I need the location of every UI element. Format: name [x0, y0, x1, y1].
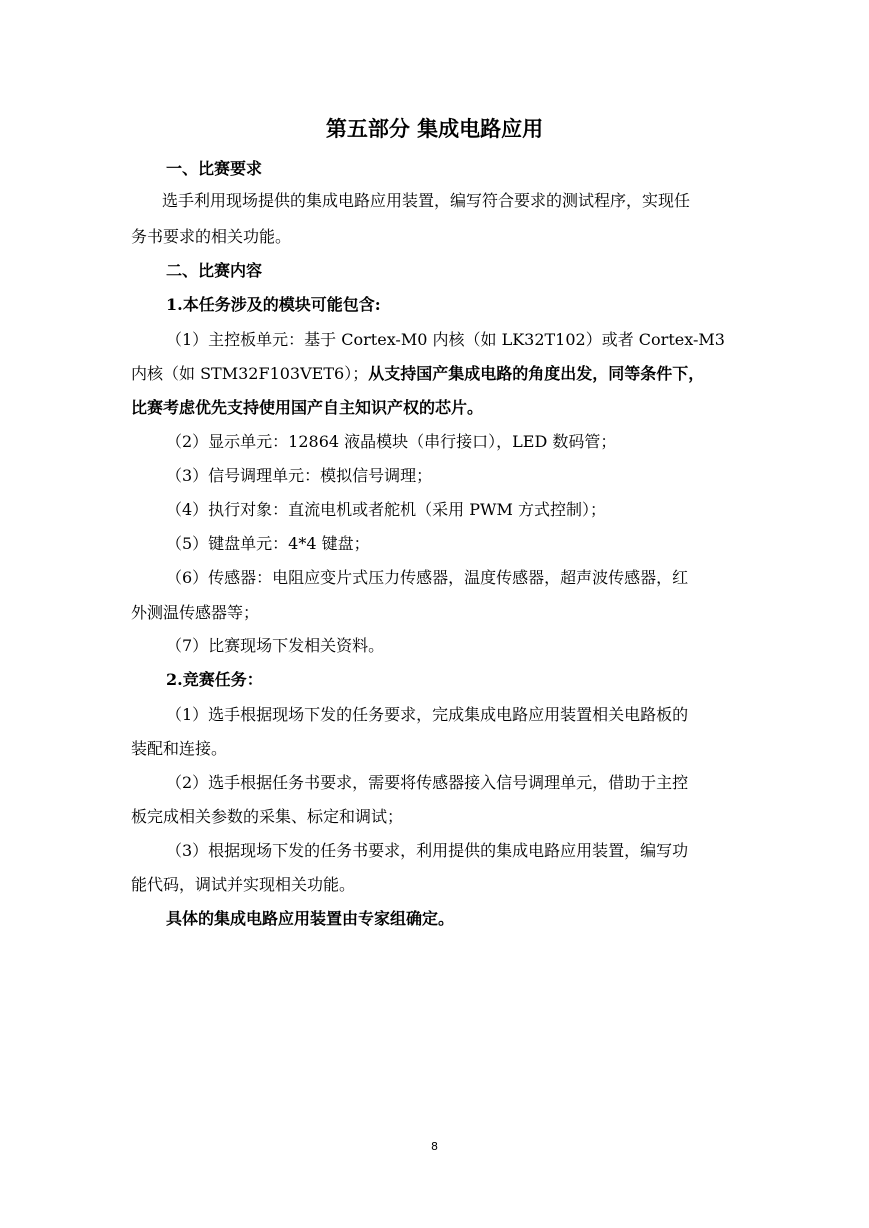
- module-item-actuator: （4）执行对象：直流电机或者舵机（采用 PWM 方式控制）；: [166, 500, 606, 519]
- module-item-signal-conditioning: （3）信号调理单元：模拟信号调理；: [166, 466, 433, 485]
- task-item-1-line-2: 装配和连接。: [131, 739, 228, 758]
- module-item-keyboard: （5）键盘单元：4*4 键盘；: [166, 534, 370, 553]
- module-item-sensors-line-2: 外测温传感器等；: [131, 603, 260, 622]
- module-item-materials: （7）比赛现场下发相关资料。: [166, 636, 385, 655]
- requirements-paragraph-line-2: 务书要求的相关功能。: [131, 227, 292, 246]
- task-item-3-line-1: （3）根据现场下发的任务书要求，利用提供的集成电路应用装置，编写功: [166, 841, 689, 860]
- section-heading-requirements: 一、比赛要求: [166, 159, 263, 178]
- domestic-chip-emphasis-line-2: 比赛考虑优先支持使用国产自主知识产权的芯片。: [131, 398, 484, 417]
- subsection-heading-modules: 1.本任务涉及的模块可能包含:: [166, 295, 381, 314]
- task-item-2-line-2: 板完成相关参数的采集、标定和调试；: [131, 807, 404, 826]
- task-item-1-line-1: （1）选手根据现场下发的任务要求，完成集成电路应用装置相关电路板的: [166, 705, 689, 724]
- subsection-heading-tasks: 2.竞赛任务：: [166, 670, 263, 689]
- requirements-paragraph-line-1: 选手利用现场提供的集成电路应用装置，编写符合要求的测试程序，实现任: [162, 191, 691, 210]
- module-item-main-board-core: 内核（如 STM32F103VET6）；: [131, 364, 369, 383]
- module-item-main-board-line-2: [131, 362, 704, 386]
- task-item-2-line-1: （2）选手根据任务书要求，需要将传感器接入信号调理单元，借助于主控: [166, 773, 689, 792]
- task-item-3-line-2: 能代码，调试并实现相关功能。: [131, 875, 356, 894]
- section-heading-content: 二、比赛内容: [166, 261, 263, 280]
- module-item-main-board-line-1: （1）主控板单元：基于 Cortex-M0 内核（如 LK32T102）或者 Cortex-M3: [166, 330, 725, 349]
- page-title: 第五部分 集成电路应用: [325, 116, 544, 141]
- page-number: 8: [431, 1140, 438, 1153]
- module-item-sensors-line-1: （6）传感器：电阻应变片式压力传感器，温度传感器，超声波传感器，红: [166, 568, 689, 587]
- domestic-chip-emphasis: 从支持国产集成电路的角度出发，同等条件下，: [368, 364, 705, 383]
- module-item-display: （2）显示单元：12864 液晶模块（串行接口），LED 数码管；: [166, 432, 617, 451]
- closing-statement: 具体的集成电路应用装置由专家组确定。: [166, 909, 455, 928]
